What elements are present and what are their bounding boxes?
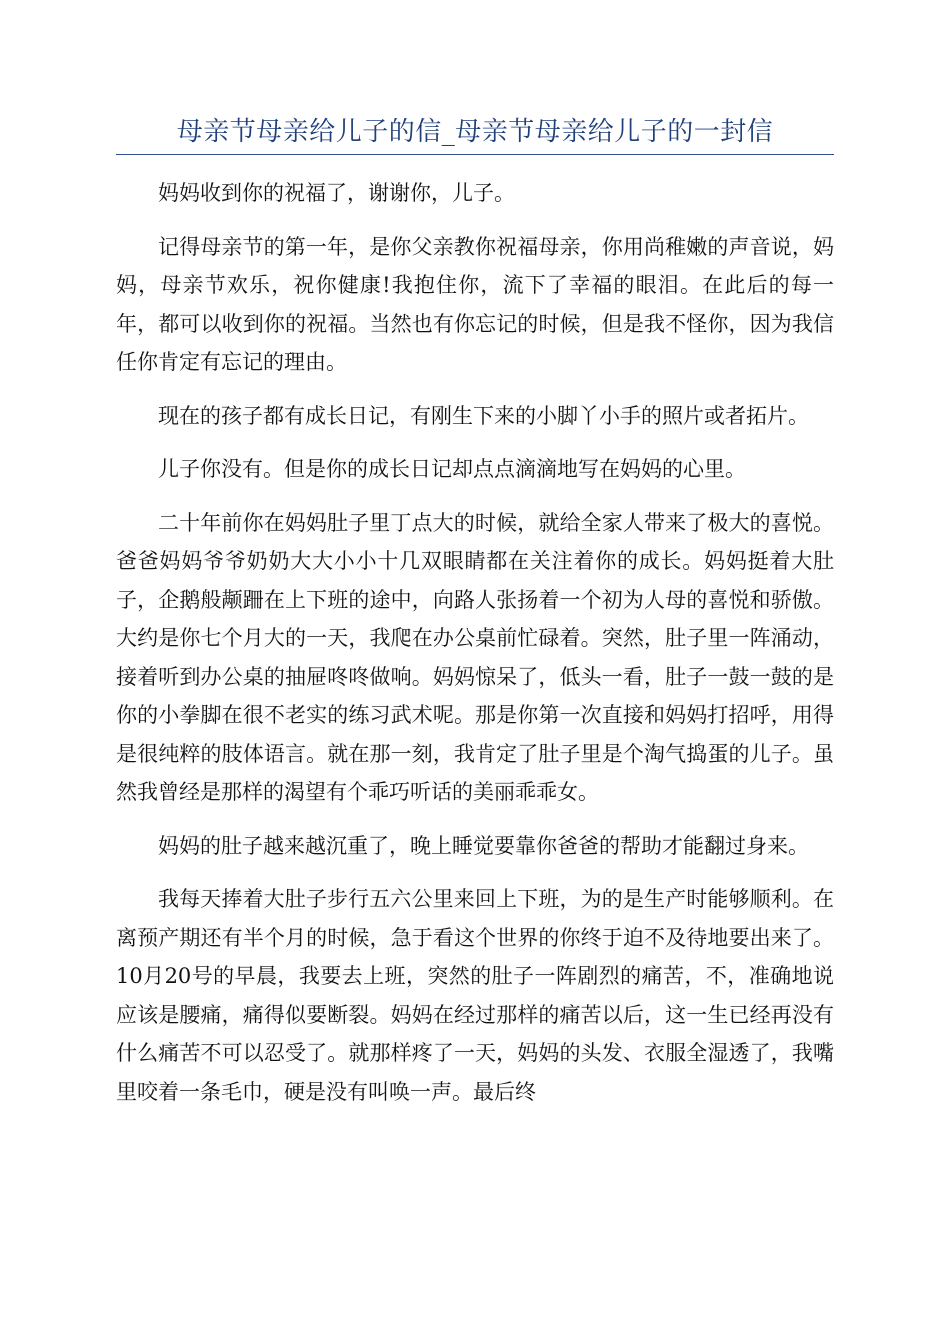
document-title: 母亲节母亲给儿子的信_母亲节母亲给儿子的一封信 [116, 112, 834, 155]
paragraph-4: 儿子你没有。但是你的成长日记却点点滴滴地写在妈妈的心里。 [158, 457, 746, 481]
paragraph-2: 记得母亲节的第一年，是你父亲教你祝福母亲，你用尚稚嫩的声音说，妈妈，母亲节欢乐，祝你健康!我抱住你，流下了幸福的眼泪。在此后的每一年，都可以收到你的祝福。当然也有你忘记的时候，但是我不怪你，因为我信任你肯定有忘记的理由。 [116, 234, 834, 374]
paragraph-1: 妈妈收到你的祝福了，谢谢你，儿子。 [158, 181, 515, 205]
paragraph-3: 现在的孩子都有成长日记，有刚生下来的小脚丫小手的照片或者拓片。 [158, 403, 809, 428]
paragraph-6: 妈妈的肚子越来越沉重了，晚上睡觉要靠你爸爸的帮助才能翻过身来。 [158, 833, 809, 858]
paragraph-7: 我每天捧着大肚子步行五六公里来回上下班，为的是生产时能够顺利。在离预产期还有半个月的时候，急于看这个世界的你终于迫不及待地要出来了。10月20号的早晨，我要去上班，突然的肚子一阵剧烈的痛苦，不，准确地说应该是腰痛，痛得似要断裂。妈妈在经过那样的痛苦以后，这一生已经再没有什么痛苦不可以忍受了。就那样疼了一天，妈妈的头发、衣服全湿透了，我嘴里咬着一条毛巾，硬是没有叫唤一声。最后终 [116, 887, 834, 1104]
document-body [116, 174, 834, 1126]
paragraph-5: 二十年前你在妈妈肚子里丁点大的时候，就给全家人带来了极大的喜悦。爸爸妈妈爷爷奶奶大大小小十几双眼睛都在关注着你的成长。妈妈挺着大肚子，企鹅般颟跚在上下班的途中，向路人张扬着一个初为人母的喜悦和骄傲。大约是你七个月大的一天，我爬在办公桌前忙碌着。突然，肚子里一阵涌动，接着听到办公桌的抽屉咚咚做响。妈妈惊呆了，低头一看，肚子一鼓一鼓的是你的小拳脚在很不老实的练习武术呢。那是你第一次直接和妈妈打招呼，用得是很纯粹的肢体语言。就在那一刻，我肯定了肚子里是个淘气捣蛋的儿子。虽然我曾经是那样的渴望有个乖巧听话的美丽乖乖女。 [116, 510, 834, 804]
